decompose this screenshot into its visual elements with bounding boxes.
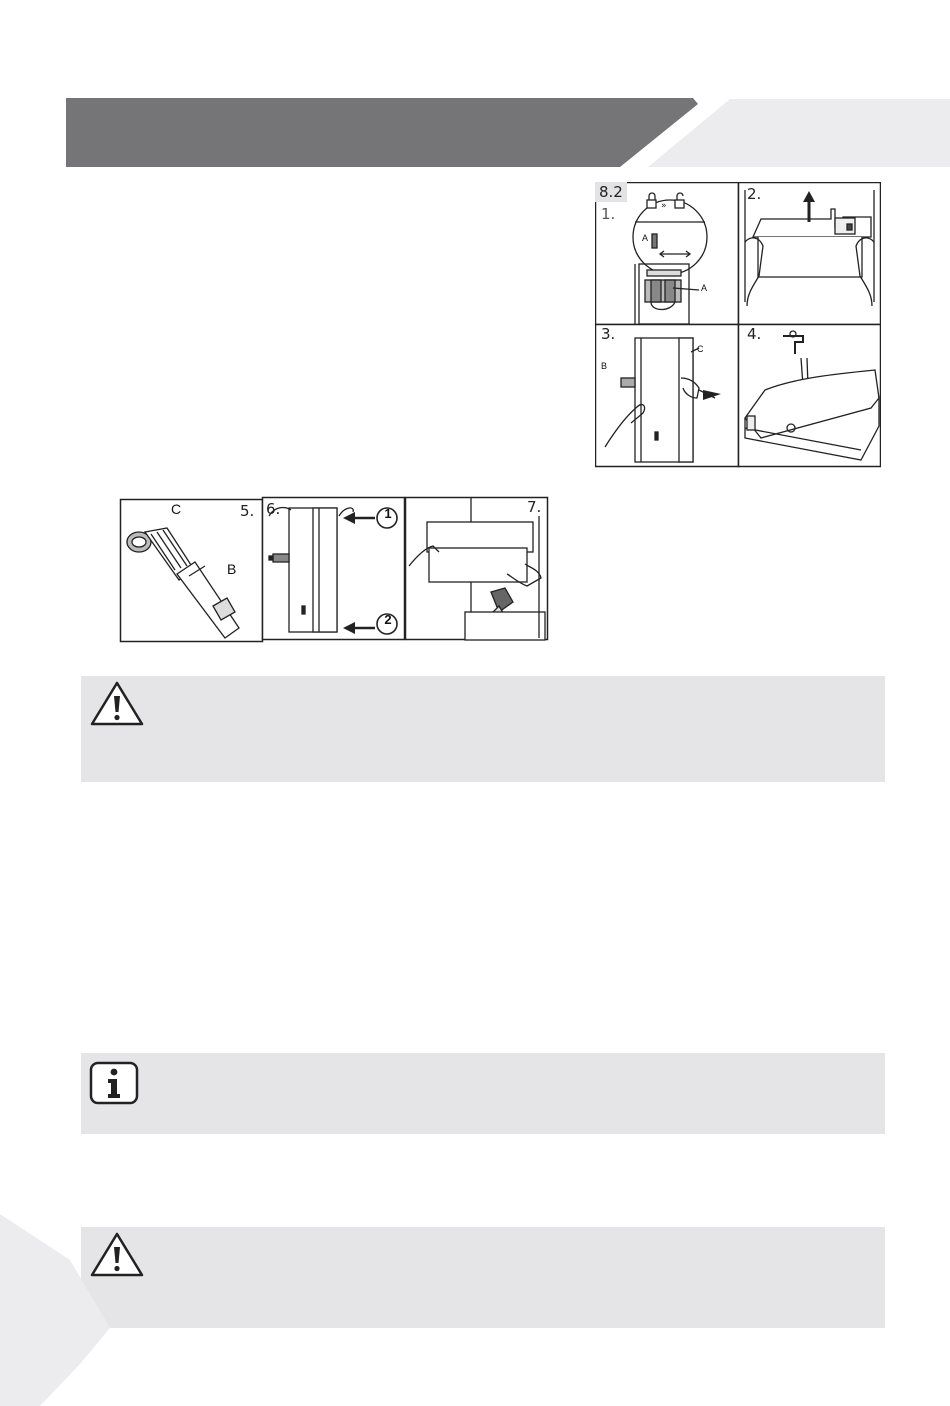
step-5-label-c: C — [171, 501, 182, 517]
figure-steps-5-7 — [119, 496, 551, 644]
header-bar — [66, 98, 698, 167]
step-2-number: 2. — [747, 185, 762, 203]
step-1-label-a: A — [642, 233, 649, 243]
warning-notice-2 — [81, 1227, 885, 1328]
step-6-number: 6. — [266, 500, 281, 518]
step-3-label-c: C — [697, 344, 704, 354]
step-5-label-b: B — [227, 561, 237, 577]
step-7-number: 7. — [527, 498, 542, 516]
step-3-label-b: B — [601, 361, 608, 371]
warning-notice-1 — [81, 676, 885, 782]
step-6-marker-2: 2 — [384, 612, 392, 627]
warning-triangle-icon — [89, 680, 145, 728]
figure-section-label: 8.2 — [595, 182, 627, 202]
header-banner — [0, 0, 950, 170]
step-5-number: 5. — [240, 502, 255, 520]
figure-steps-1-4 — [595, 182, 881, 468]
step-1-label-a-callout: A — [701, 283, 708, 293]
step-6-marker-1: 1 — [384, 506, 392, 521]
step-1-number: 1. — [601, 205, 616, 223]
step-4-number: 4. — [747, 325, 762, 343]
corner-tab — [0, 1214, 120, 1406]
info-icon — [89, 1061, 141, 1105]
info-notice — [81, 1053, 885, 1134]
header-tab-right — [648, 99, 950, 167]
step-3-number: 3. — [601, 325, 616, 343]
svg-text:»: » — [661, 201, 667, 211]
